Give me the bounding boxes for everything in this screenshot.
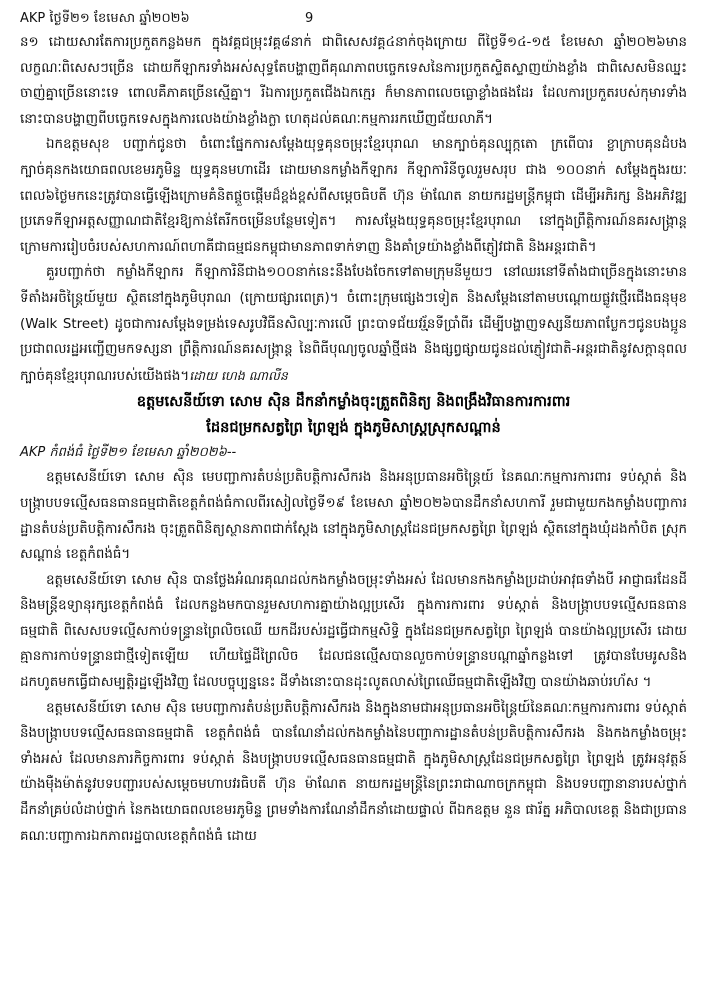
page-number: 9: [305, 11, 314, 26]
article-continued: [20, 30, 687, 389]
article-paragraph: ឧត្តមសេនីយ៍ទោ សោម ស៊ិន មេបញ្ជាការតំបន់ប្រតិបត្តិការសឹករង និងក្នុងនាមជាអនុប្រធានអចិន្ត្រៃយ៍នៃគណៈកម្មការការពារ ទប់ស្កាត់ និងបង្ក្រាបបទល្មើសធនធានធម្មជាតិ ខេត្តកំពង់ធំ បានណែនាំដល់កងកម្លាំងនៃបញ្ជាការដ្ឋានតំបន់ប្រតិបត្តិការសឹករង និងកងកម្លាំងចម្រុះទាំងអស់ ដែលមានភារកិច្ចការពារ ទប់ស្កាត់ និងបង្ក្រាបបទល្មើសធនធានធម្មជាតិ ក្នុងភូមិសាស្ត្រដែនជម្រកសត្វព្រៃ ព្រៃឡង់ ត្រូវអនុវត្តន៍យ៉ាងម៉ឺងម៉ាត់នូវបទបញ្ជារបស់សម្ដេចមហាបវរធិបតី ហ៊ុន ម៉ាណែត នាយករដ្ឋមន្ត្រីនៃព្រះរាជាណាចក្រកម្ពុជា និងបទបញ្ជានានារបស់ថ្នាក់ដឹកនាំគ្រប់លំដាប់ថ្នាក់ នៃកងយោធពលខេមរភូមិន្ទ ព្រមទាំងការណែនាំដឹកនាំដោយផ្ទាល់ ពីឯកឧត្តម នួន ផារ័ត្ន អភិបាលខេត្ត និងជាប្រធានគណៈបញ្ជាការឯកភាពរដ្ឋបាលខេត្តកំពង់ធំ ដោយ: [20, 700, 687, 844]
article-new: [20, 389, 687, 849]
article-paragraph: ឧត្តមសេនីយ៍ទោ សោម ស៊ិន មេបញ្ជាការតំបន់ប្រតិបត្តិការសឹករង និងអនុប្រធានអចិន្ត្រៃយ៍ នៃគណៈកម្មការការពារ ទប់ស្កាត់ និងបង្ក្រាបបទល្មើសធនធានធម្មជាតិខេត្តកំពង់ធំកាលពីរសៀលថ្ងៃទី១៩ ខែមេសា ឆ្នាំ២០២៦បានដឹកនាំសហការី រួមជាមួយកងកម្លាំងបញ្ជាការដ្ឋានតំបន់ប្រតិបត្តិការសឹករង ចុះត្រួតពិនិត្យស្ថានភាពជាក់ស្ដែង នៅក្នុងភូមិសាស្ត្រដែនជម្រកសត្វព្រៃ ព្រៃឡង់ ស្ថិតនៅក្នុងឃុំដងកាំបិត ស្រុកសណ្ដាន់ ខេត្តកំពង់ធំ។: [20, 470, 687, 563]
byline: ដោយ ហេង ណាលីន: [189, 367, 288, 383]
headline-line: ដែនជម្រកសត្វព្រៃ ព្រៃឡង់ ក្នុងភូមិសាស្ត្រស្រុកសណ្ដាន់: [206, 419, 501, 437]
article-paragraph: ន១ ដោយសារតែការប្រកួតកន្លងមក ក្នុងវគ្គជម្រុះវគ្គ៨នាក់ ជាពិសេសវគ្គ៤នាក់ចុងក្រោយ ពីថ្ងៃទី១៤-១៥ ខែមេសា ឆ្នាំ២០២៦មានលក្ខណៈពិសេសៗច្រើន ដោយកីឡាករទាំងអស់សុទ្ធតែបង្ហាញពីគុណភាពបច្ចេកទេសនៃការប្រកួតស្ទិតស្ទាញយ៉ាងខ្លាំង ជាពិសេសមិនឈ្នះចាញ់គ្នាច្រើននោះទេ ពោលគឺភាគច្រើនស្មើគ្នា។ រីឯការប្រកួតជើងឯកក្មេរ ក៏មានភាពលេចធ្លោខ្លាំងផងដែរ ដែលការប្រកួតរបស់កុមារទាំងនោះបានបង្ហាញពីបច្ចេកទេសក្នុងការលេងយ៉ាងខ្លាំងក្លា ហេតុដល់គណៈកម្មការរកឃើញជ័យលាភី។: [20, 35, 687, 127]
running-header: [20, 8, 687, 30]
publication-date: AKP ថ្ងៃទី២១ ខែមេសា ឆ្នាំ២០២៦: [20, 11, 190, 26]
article-headline: [20, 389, 687, 441]
article-paragraph: ឯកឧត្តមសុខ បញ្ជាក់ជូនថា ចំពោះផ្នែកការសម្ដែងយុទ្ធគុនចម្រុះខ្មែរបុរាណ មានក្បាច់គុនល្បុក្កតោ ក្រពើបារ ខ្លាក្រាបគុនដំបង ក្បាច់គុនកងយោធពលខេមរភូមិន្ទ យុទ្ធគុនមហាដើរ ដោយមានកម្លាំងកីឡាករ កីឡាការិនីចូលរួមសរុប ជាង ១០០នាក់ សម្ដែងក្នុងរយៈពេល៦ថ្ងៃមកនេះត្រូវបានធ្វើឡើងក្រោមគំនិតផ្ដួចផ្ដើមដ៏ខ្ពង់ខ្ពស់ពីសម្ដេចធិបតី ហ៊ុន ម៉ាណែត នាយករដ្ឋមន្ត្រីកម្ពុជា ដើម្បីអភិរក្ស និងអភិវឌ្ឍប្រភេទកីឡាអត្តសញ្ញាណជាតិខ្មែរឱ្យកាន់តែរីកចម្រើនបន្ថែមទៀត។ ការសម្ដែងយុទ្ធគុនចម្រុះខ្មែរបុរាណ នៅក្នុងព្រឹត្តិការណ៍នគរសង្ក្រាន្ត ក្រោមការរៀបចំរបស់សហការណ៍ពហាគីជាធម្មជនកម្ពុជាមានភាពទាក់ទាញ និងគាំទ្រយ៉ាងខ្លាំងពីភ្ញៀវជាតិ និងអន្តរជាតិ។: [20, 137, 687, 255]
article-paragraph: [20, 260, 687, 389]
article-paragraph: ឧត្តមសេនីយ៍ទោ សោម ស៊ិន បានថ្លែងអំណរគុណដល់កងកម្លាំងចម្រុះទាំងអស់ ដែលមានកងកម្លាំងប្រដាប់អាវុធទាំងបី អាជ្ញាធរដែនដី និងមន្ត្រីឧទ្យានុរក្សខេត្តកំពង់ធំ ដែលកន្លងមកបានរួមសហការគ្នាយ៉ាងល្អប្រសើរ ក្នុងការការពារ ទប់ស្កាត់ និងបង្ក្រាបបទល្មើសធនធានធម្មជាតិ ពិសេសបទល្មើសកាប់ទន្ទ្រានព្រៃលិចឈើ យកដីរបស់រដ្ឋធ្វើជាកម្មសិទ្ធិ ក្នុងដែនជម្រកសត្វព្រៃ ព្រៃឡង់ បានយ៉ាងល្អប្រសើរ ដោយគ្មានការកាប់ទន្ទ្រានជាថ្មីទៀតឡើយ ហើយផ្ទៃដីព្រៃលិច ដែលជនល្មើសបានលួចកាប់ទន្ទ្រានបណ្ដាឆ្នាំកន្លងទៅ ត្រូវបានបែមរូសនិងដកហូតមកធ្វើជាសម្បត្តិរដ្ឋឡើងវិញ ដែលបច្ចុប្បន្ននេះ ដីទាំងនោះបានដុះលូតលាស់ព្រៃឈើធម្មជាតិឡើងវិញ បានយ៉ាងឆាប់រហ័ស ។: [20, 572, 687, 691]
headline-line: ឧត្តមសេនីយ៍ទោ សោម ស៊ិន ដឹកនាំកម្លាំងចុះត្រួតពិនិត្យ និងពង្រឹងវិធានការការពារ: [136, 393, 571, 411]
paragraph-text: គួរបញ្ជាក់ថា កម្លាំងកីឡាករ កីឡាការិនីជាង១០០នាក់នេះនឹងបែងចែកទៅតាមក្រុមនីមួយៗ នៅឈរនៅទីតាំងជាច្រើនក្នុងនោះមានទីតាំងអចិន្ត្រៃយ៍មួយ ស្ថិតនៅក្នុងភូមិបុរាណ (ក្រោយផ្សារពេត្រ)។ ចំពោះក្រុមផ្សេងៗទៀត និងសម្ដែងនៅតាមបណ្ដោយផ្លូវថ្មើរជើងធនុមុខ (Walk Street) ដូចជាការសម្ដែងទម្រង់ទេសរូបវិធីនសិល្បៈការលើ ព្រះបាទជ័យវរ្ម័នទីប្រាំពីរ ដើម្បីបង្ហាញទស្សនីយភាពប្លែកៗជូនបងប្អូនប្រជាពលរដ្ឋអញ្ជើញមកទស្សនា ព្រឹត្តិការណ៍នគរសង្ក្រាន្ត នៃពិធីបុណ្យចូលឆ្នាំថ្មីផង និងផ្សព្វផ្សាយជូនដល់ភ្ញៀវជាតិ-អន្តរជាតិនូវសក្ដានុពលក្បាច់គុនខ្មែរបុរាណរបស់យើងផង។: [20, 265, 687, 384]
dateline: AKP កំពង់ធំ ថ្ងៃទី២១ ខែមេសា ឆ្នាំ២០២៦--: [20, 445, 237, 461]
